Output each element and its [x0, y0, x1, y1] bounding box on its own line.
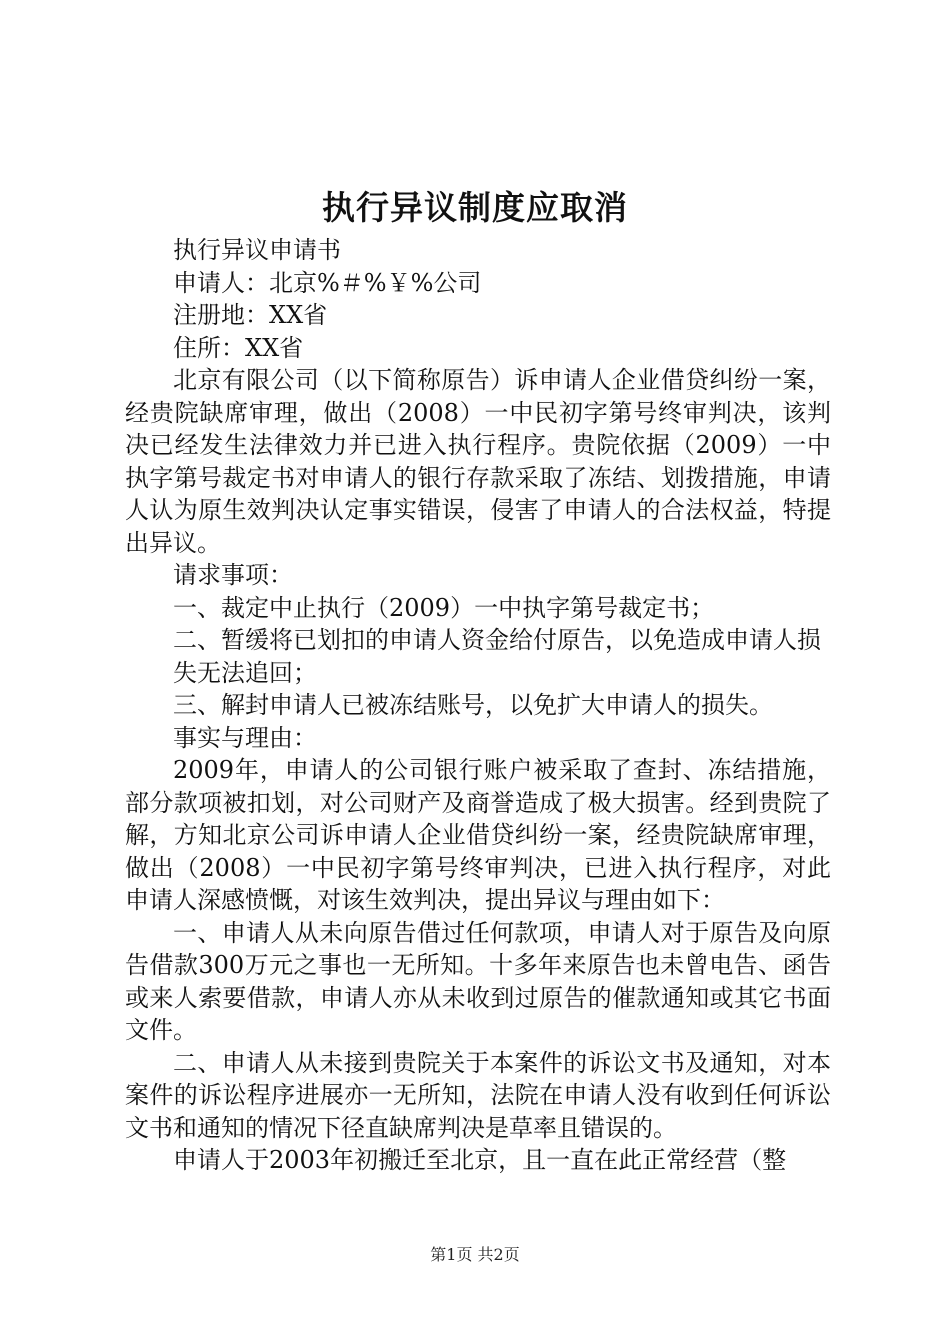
paragraph-requests-heading: 请求事项： [173, 561, 293, 589]
paragraph-reason-1: 一、申请人从未向原告借过任何款项，申请人对于原告及向原告借款300万元之事也一无所知。十多年来原告也未曾电告、函告或来人索要借款，申请人亦从未收到过原告的催款通知或其它书面文件。 [125, 918, 831, 1044]
paragraph-reason-2: 二、申请人从未接到贵院关于本案件的诉讼文书及通知，对本案件的诉讼程序进展亦一无所知，法院在申请人没有收到任何诉讼文书和通知的情况下径直缺席判决是草率且错误的。 [125, 1048, 831, 1142]
paragraph-registered-address: 注册地：XX省 [173, 301, 328, 329]
paragraph-request-2-cont: 失无法追回； [173, 658, 317, 687]
paragraph-case-intro: 北京有限公司（以下简称原告）诉申请人企业借贷纠纷一案，经贵院缺席审理，做出（2008）一中民初字第号终审判决，该判决已经发生法律效力并已进入执行程序。贵院依据（2009）一中执字第号裁定书对申请人的银行存款采取了冻结、划拨措施，申请人认为原生效判决认定事实错误，侵害了申请人的合法权益，特提出异议。 [125, 366, 831, 557]
page-number-footer: 第1页 共2页 [430, 1245, 520, 1264]
document-body [125, 234, 831, 1177]
paragraph-request-1: 一、裁定中止执行（2009）一中执字第号裁定书； [173, 593, 715, 622]
paragraph-facts-heading: 事实与理由： [173, 723, 317, 752]
paragraph-reason-3-start: 申请人于2003年初搬迁至北京，且一直在此正常经营（整 [173, 1146, 787, 1174]
paragraph-request-2: 二、暂缓将已划扣的申请人资金给付原告，以免造成申请人损 [173, 626, 821, 654]
paragraph-facts-1: 2009年，申请人的公司银行账户被采取了查封、冻结措施，部分款项被扣划，对公司财产及商誉造成了极大损害。经到贵院了解，方知北京公司诉申请人企业借贷纠纷一案，经贵院缺席审理，做出（2008）一中民初字第号终审判决，已进入执行程序，对此申请人深感愤慨，对该生效判决，提出异议与理由如下： [125, 756, 831, 914]
paragraph-applicant: 申请人：北京%＃%￥%公司 [173, 268, 482, 297]
document-title: 执行异议制度应取消 [322, 188, 628, 227]
paragraph-application-heading: 执行异议申请书 [173, 236, 341, 264]
paragraph-residence: 住所：XX省 [173, 333, 304, 362]
paragraph-request-3: 三、解封申请人已被冻结账号，以免扩大申请人的损失。 [173, 691, 773, 719]
